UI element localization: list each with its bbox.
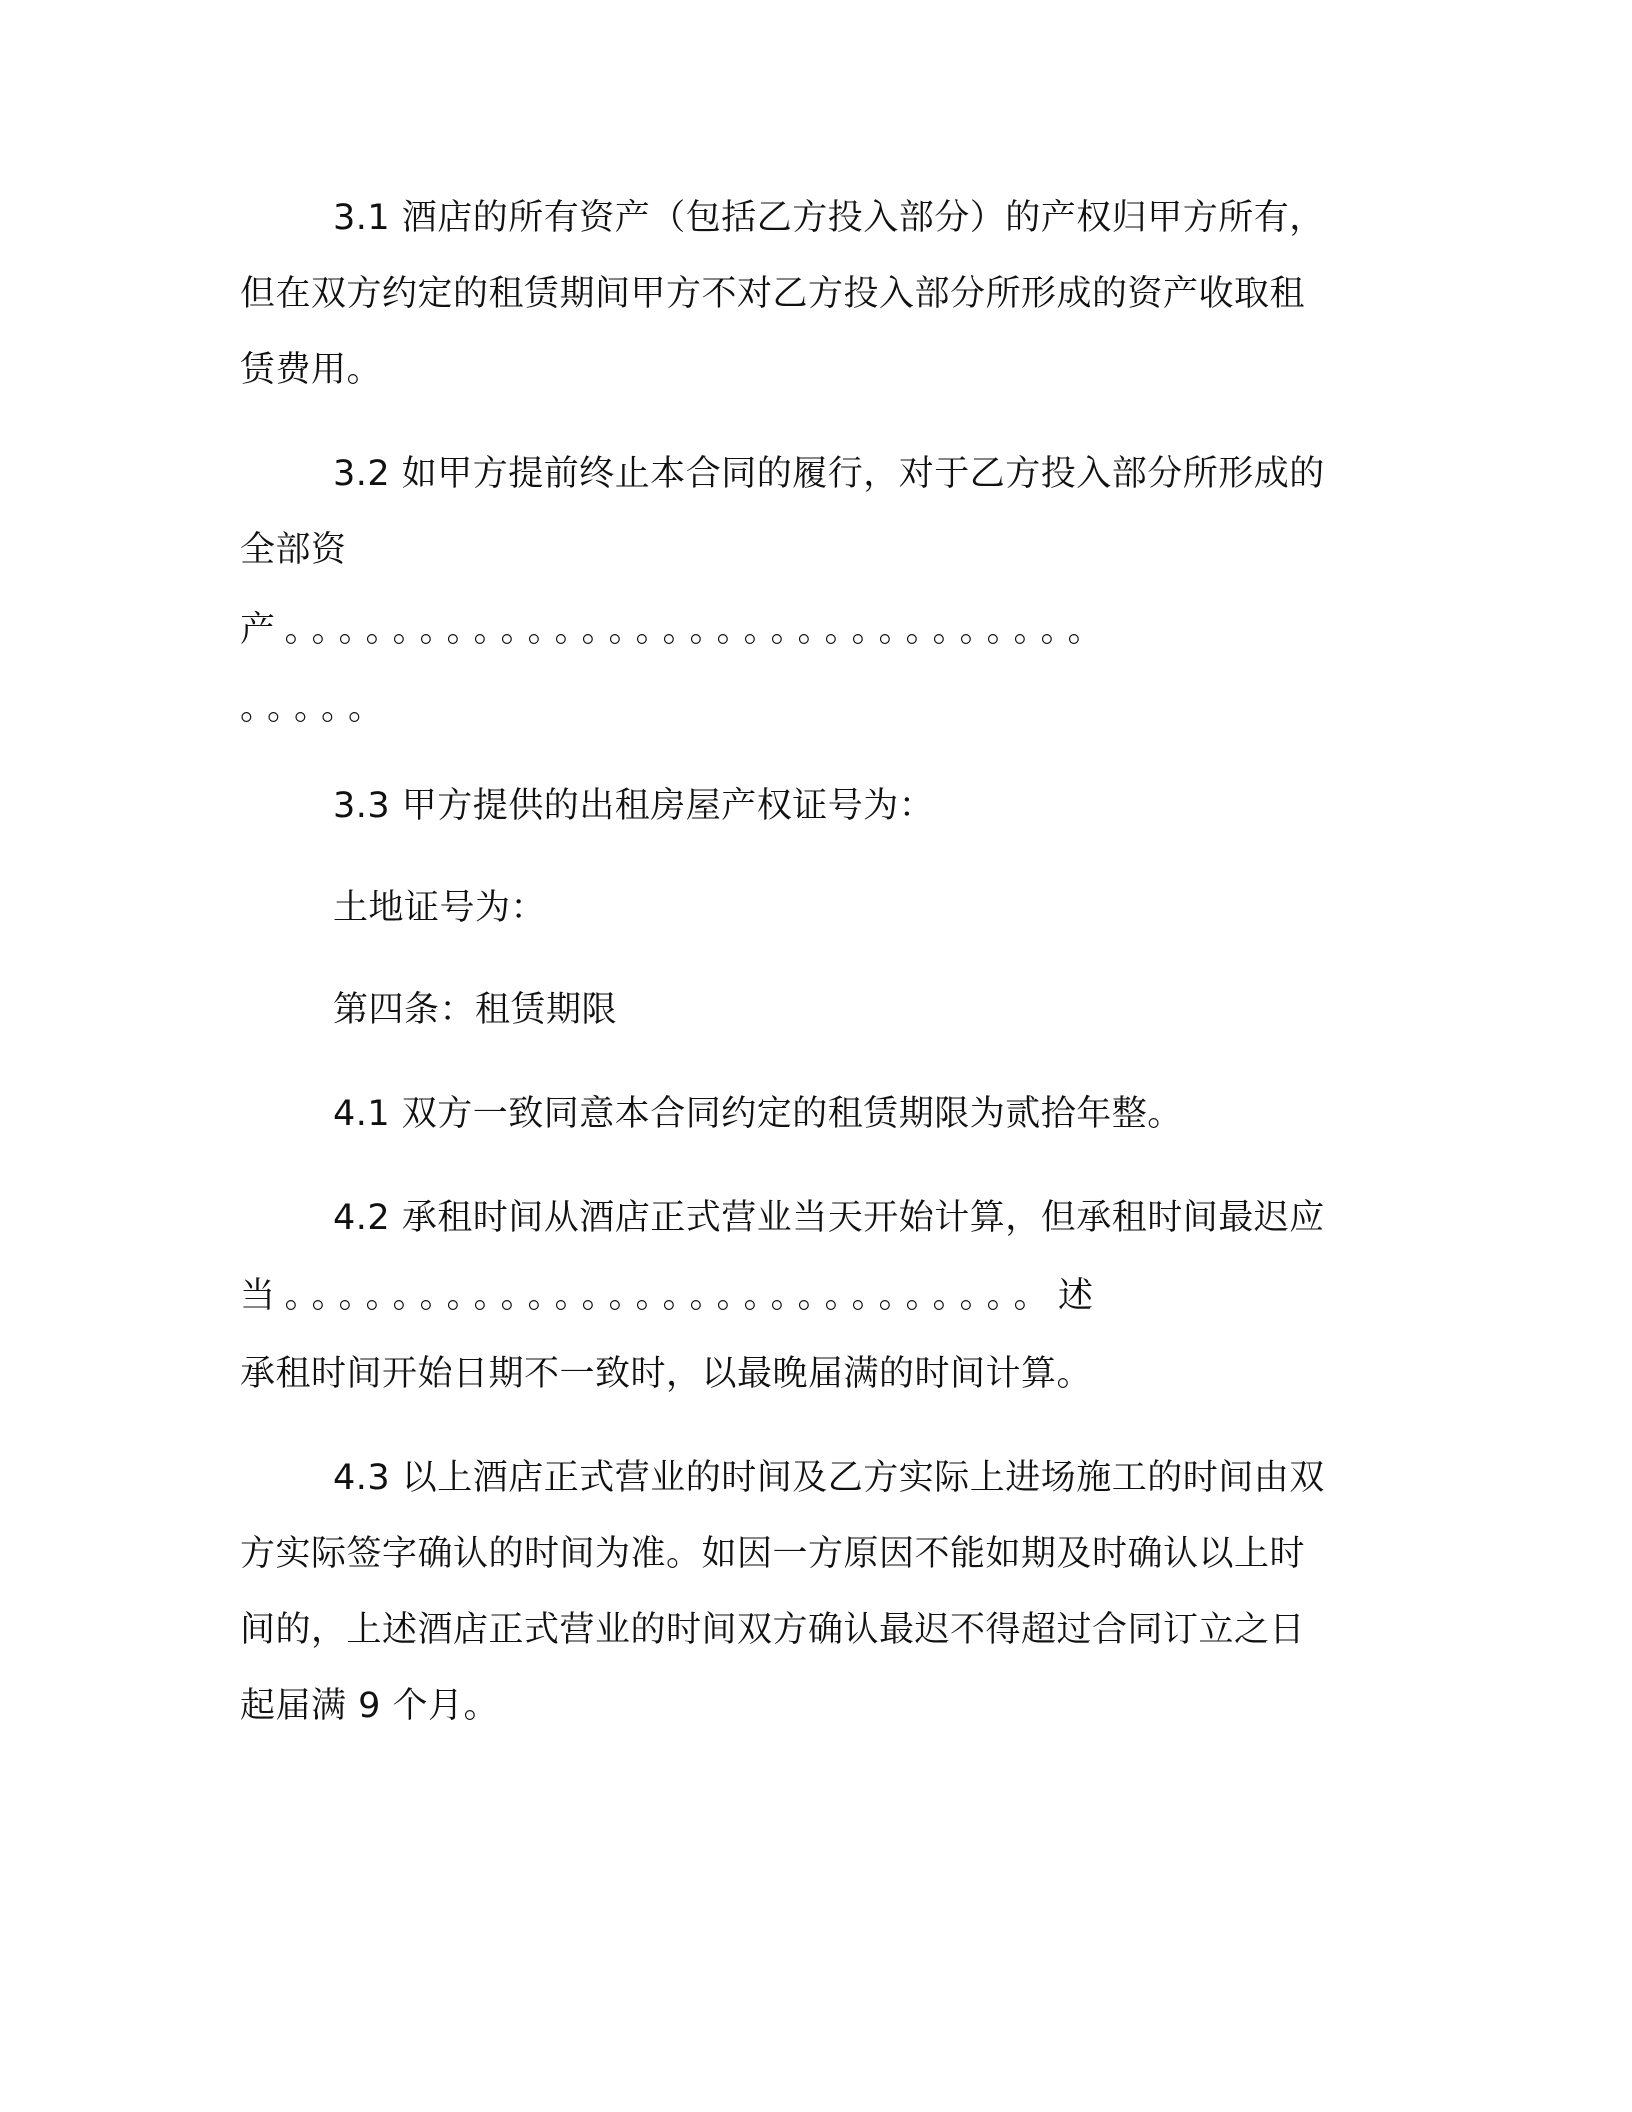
clause-4-3-line-3: 间的，上述酒店正式营业的时间双方确认最迟不得超过合同订立之日 <box>240 1610 1306 1650</box>
clause-3-1-line-2: 但在双方约定的租赁期间甲方不对乙方投入部分所形成的资产收取租 <box>240 274 1306 314</box>
clause-3-2-line-1: 3.2 如甲方提前终止本合同的履行，对于乙方投入部分所形成的 <box>333 454 1325 494</box>
clause-3-2-line-3: 产。。。。。。。。。。。。。。。。。。。。。。。。。。。。。。 <box>240 610 1113 650</box>
clause-4-1: 4.1 双方一致同意本合同约定的租赁期限为贰拾年整。 <box>333 1094 1183 1134</box>
land-certificate-line: 土地证号为： <box>333 888 547 928</box>
clause-4-2-line-2: 当。。。。。。。。。。。。。。。。。。。。。。。。。。。。述 <box>240 1276 1103 1316</box>
article-4-heading: 第四条：租赁期限 <box>333 990 618 1030</box>
clause-3-2-line-2: 全部资 <box>240 530 347 570</box>
clause-4-3-line-4: 起届满 9 个月。 <box>240 1686 500 1726</box>
clause-3-1-line-3: 赁费用。 <box>240 350 383 390</box>
clause-4-2-line-3: 承租时间开始日期不一致时，以最晚届满的时间计算。 <box>240 1354 1093 1394</box>
clause-3-3: 3.3 甲方提供的出租房屋产权证号为： <box>333 786 935 826</box>
clause-4-3-line-2: 方实际签字确认的时间为准。如因一方原因不能如期及时确认以上时 <box>240 1534 1306 1574</box>
clause-4-3-line-1: 4.3 以上酒店正式营业的时间及乙方实际上进场施工的时间由双 <box>333 1458 1325 1498</box>
clause-4-2-line-1: 4.2 承租时间从酒店正式营业当天开始计算，但承租时间最迟应 <box>333 1198 1325 1238</box>
clause-3-1-line-1: 3.1 酒店的所有资产（包括乙方投入部分）的产权归甲方所有， <box>333 198 1325 238</box>
clause-3-2-line-4: 。。。。。 <box>240 688 393 728</box>
